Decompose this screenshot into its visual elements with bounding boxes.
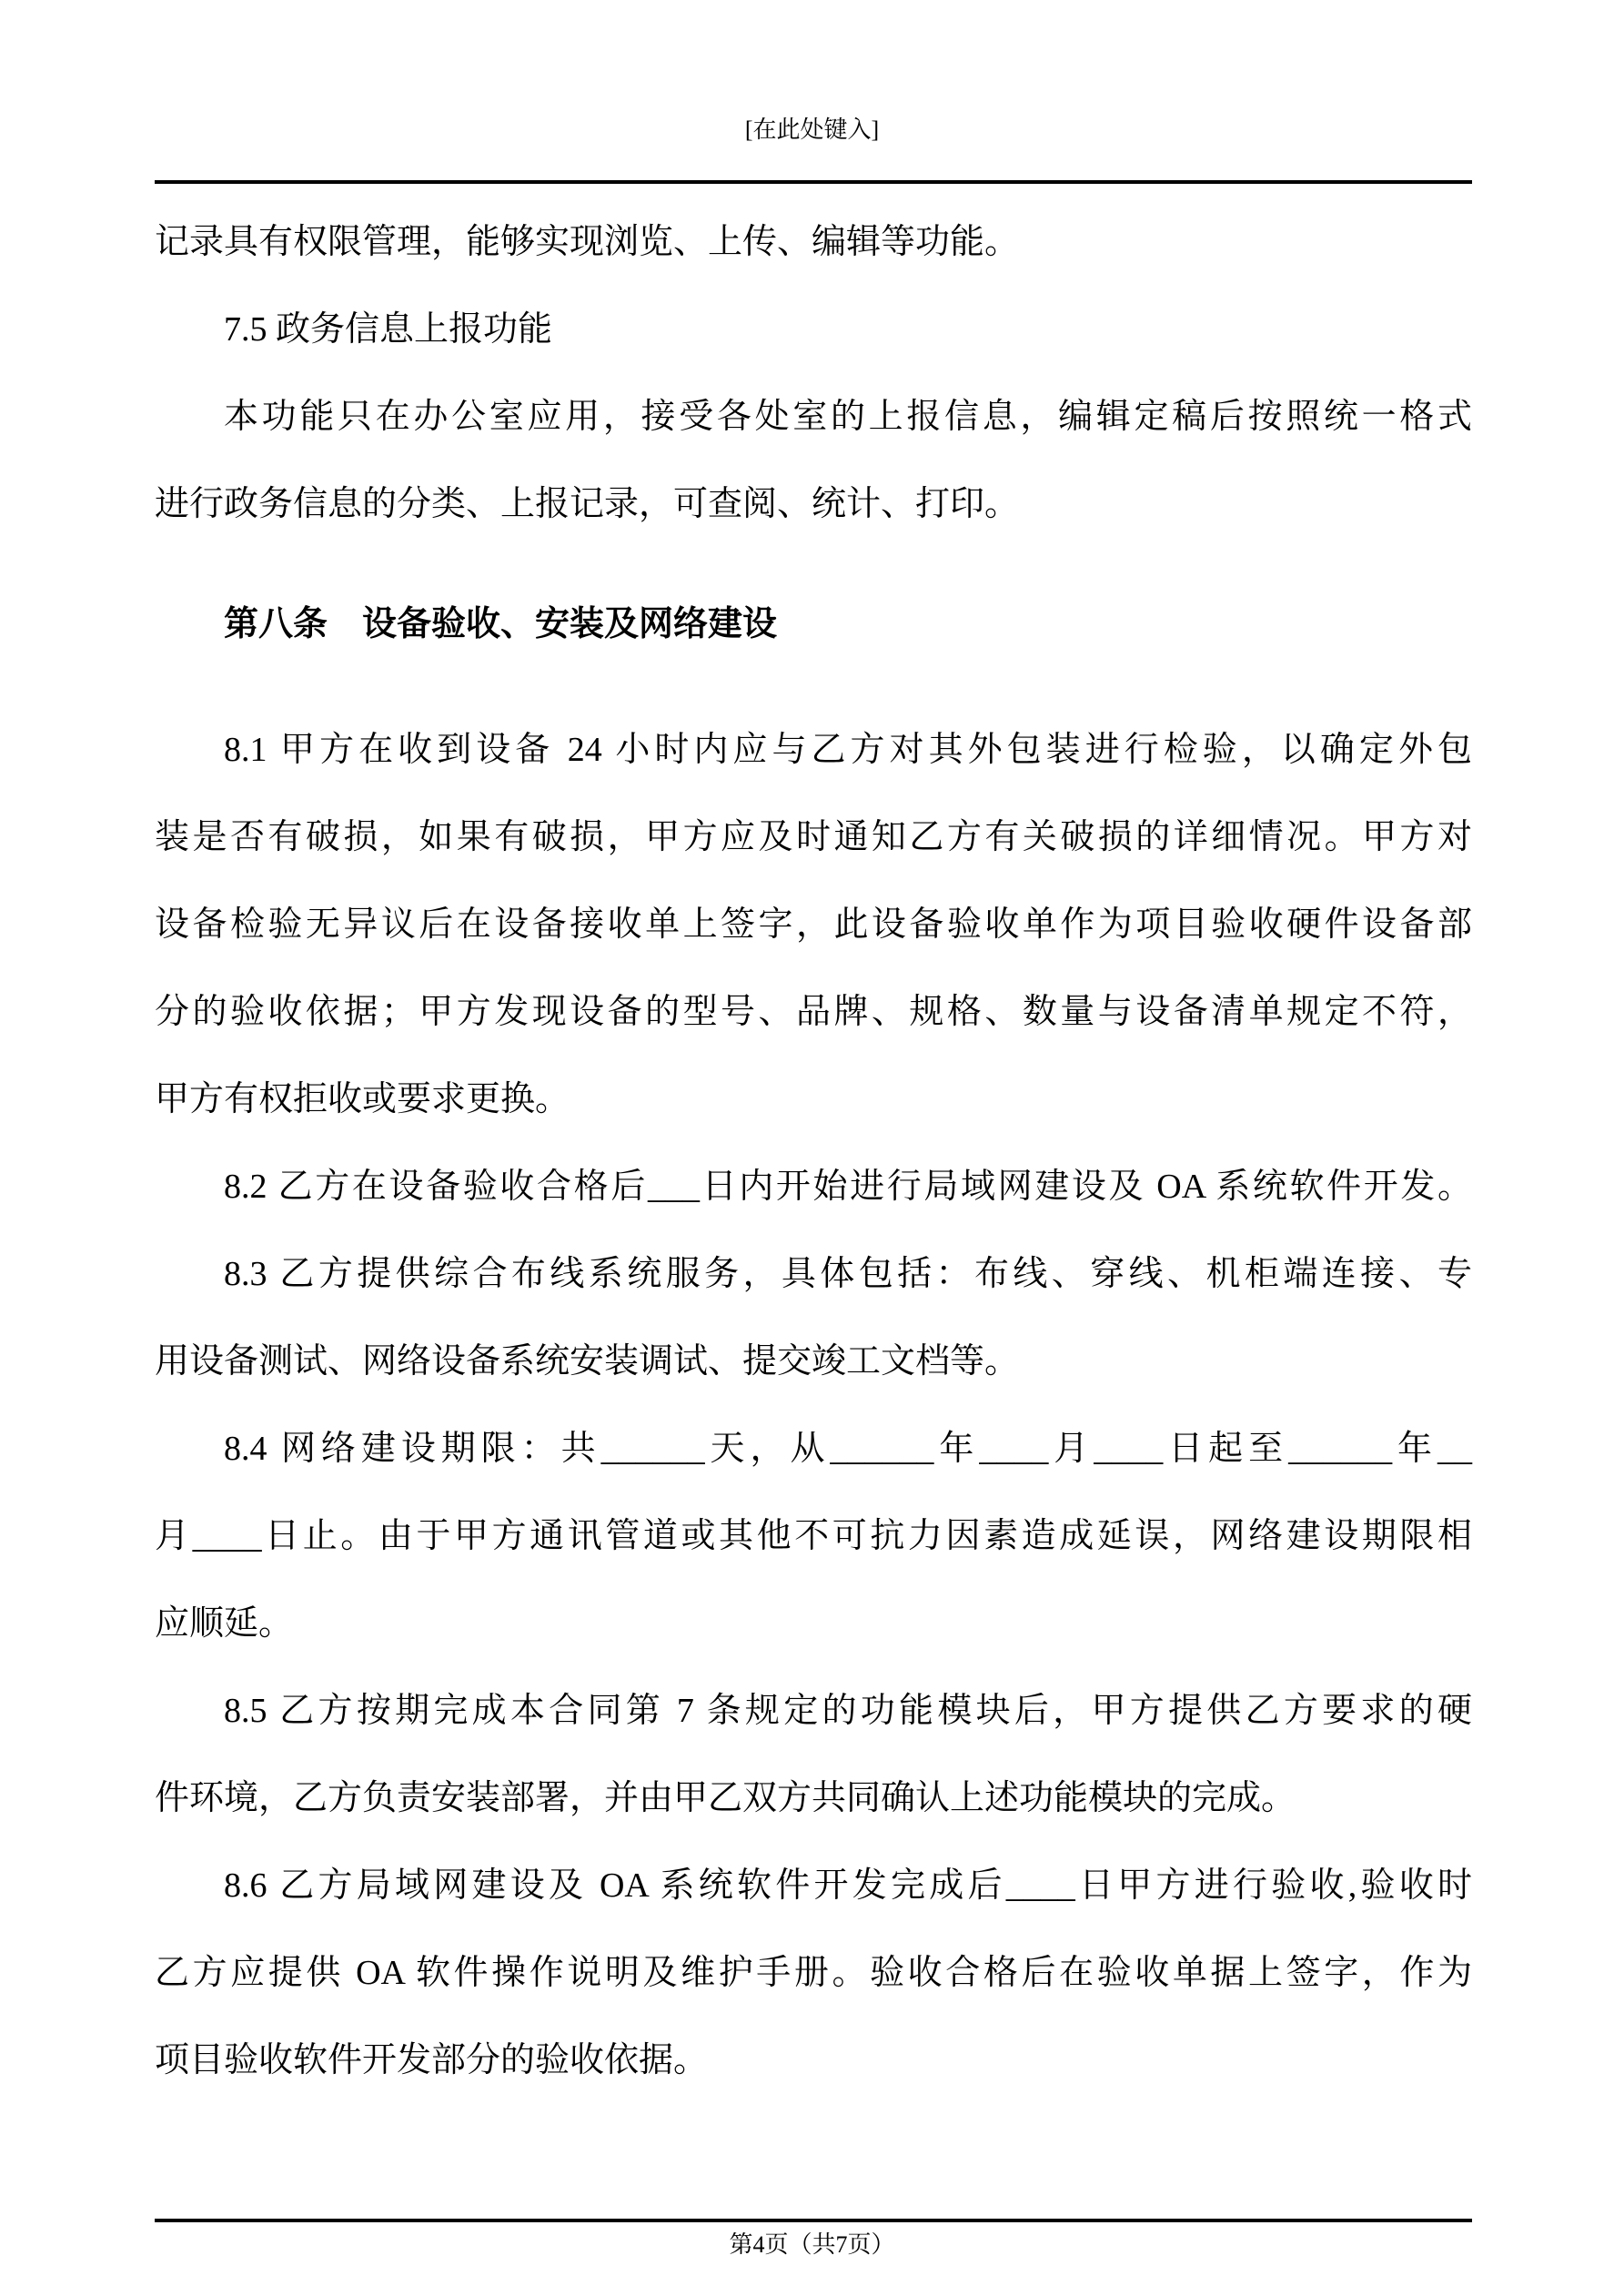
text-line: 装是否有破损，如果有破损，甲方应及时通知乙方有关破损的详细情况。甲方对	[155, 818, 1472, 856]
text-line: 乙方应提供 OA 软件操作说明及维护手册。验收合格后在验收单据上签字，作为	[155, 1954, 1472, 1992]
text-line: 分的验收依据；甲方发现设备的型号、品牌、规格、数量与设备清单规定不符，	[155, 993, 1472, 1031]
text-line: 进行政务信息的分类、上报记录，可查阅、统计、打印。	[155, 485, 1020, 523]
page-footer	[0, 2230, 1624, 2261]
text-line: 8.5 乙方按期完成本合同第 7 条规定的功能模块后，甲方提供乙方要求的硬	[224, 1692, 1472, 1730]
text-line: 8.4 网络建设期限：共______天，从______年____月____日起至______年__	[224, 1430, 1472, 1468]
header-placeholder-text: [在此处键入]	[744, 116, 880, 143]
text-line: 7.5 政务信息上报功能	[224, 310, 553, 349]
text-line: 8.1 甲方在收到设备 24 小时内应与乙方对其外包装进行检验，以确定外包	[224, 731, 1472, 769]
text-line: 甲方有权拒收或要求更换。	[155, 1080, 570, 1118]
text-line: 本功能只在办公室应用，接受各处室的上报信息，编辑定稿后按照统一格式	[224, 398, 1472, 436]
text-line: 8.3 乙方提供综合布线系统服务，具体包括：布线、穿线、机柜端连接、专	[224, 1255, 1472, 1293]
text-line: 设备检验无异议后在设备接收单上签字，此设备验收单作为项目验收硬件设备部	[155, 905, 1472, 944]
page-header	[0, 115, 1624, 146]
text-line: 项目验收软件开发部分的验收依据。	[155, 2041, 709, 2079]
document-body	[155, 198, 1472, 2104]
text-line: 记录具有权限管理，能够实现浏览、上传、编辑等功能。	[155, 223, 1020, 261]
text-line: 8.6 乙方局域网建设及 OA 系统软件开发完成后____日甲方进行验收,验收时	[224, 1866, 1472, 1905]
text-line: 月____日止。由于甲方通讯管道或其他不可抗力因素造成延误，网络建设期限相	[155, 1517, 1472, 1555]
page-number: 第4页（共7页）	[729, 2231, 895, 2258]
section-heading: 第八条 设备验收、安装及网络建设	[224, 605, 778, 643]
text-line: 应顺延。	[155, 1604, 294, 1643]
text-line: 用设备测试、网络设备系统安装调试、提交竣工文档等。	[155, 1342, 1020, 1381]
text-line: 8.2 乙方在设备验收合格后___日内开始进行局域网建设及 OA 系统软件开发。	[224, 1168, 1472, 1206]
text-line: 件环境，乙方负责安装部署，并由甲乙双方共同确认上述功能模块的完成。	[155, 1779, 1296, 1817]
header-rule	[155, 180, 1472, 184]
footer-rule	[155, 2219, 1472, 2222]
